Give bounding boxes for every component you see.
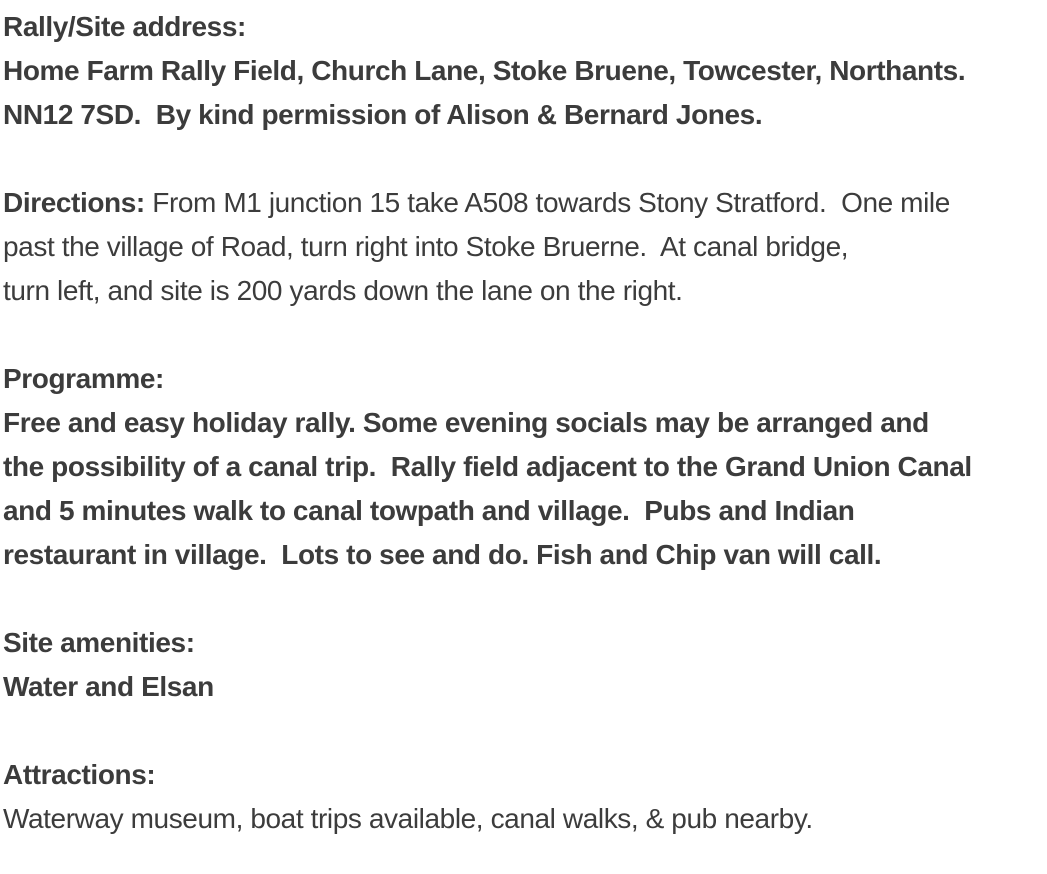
directions-heading: Directions: (3, 187, 145, 218)
site-amenities-line: Water and Elsan (3, 671, 214, 702)
programme-line: restaurant in village. Lots to see and do. Fish and Chip van will call. (3, 539, 882, 570)
directions-text: From M1 junction 15 take A508 towards Stony Stratford. One mile (144, 187, 950, 218)
address-heading: Rally/Site address: (3, 11, 246, 42)
section-rally-site-address (3, 5, 1043, 137)
site-amenities-heading: Site amenities: (3, 627, 195, 658)
directions-line: past the village of Road, turn right into Stoke Bruerne. At canal bridge, (3, 231, 849, 262)
directions-line: turn left, and site is 200 yards down the lane on the right. (3, 275, 683, 306)
section-directions (3, 181, 1043, 313)
address-line: Home Farm Rally Field, Church Lane, Stoke Bruene, Towcester, Northants. (3, 55, 966, 86)
attractions-line: Waterway museum, boat trips available, canal walks, & pub nearby. (3, 803, 813, 834)
programme-line: and 5 minutes walk to canal towpath and village. Pubs and Indian (3, 495, 855, 526)
programme-line: the possibility of a canal trip. Rally field adjacent to the Grand Union Canal (3, 451, 972, 482)
address-line: NN12 7SD. By kind permission of Alison & Bernard Jones. (3, 99, 763, 130)
directions-line (3, 181, 1043, 225)
programme-line: Free and easy holiday rally. Some evening socials may be arranged and (3, 407, 929, 438)
programme-heading: Programme: (3, 363, 164, 394)
section-programme (3, 357, 1043, 577)
attractions-heading: Attractions: (3, 759, 156, 790)
section-site-amenities (3, 621, 1043, 709)
section-attractions (3, 753, 1043, 841)
